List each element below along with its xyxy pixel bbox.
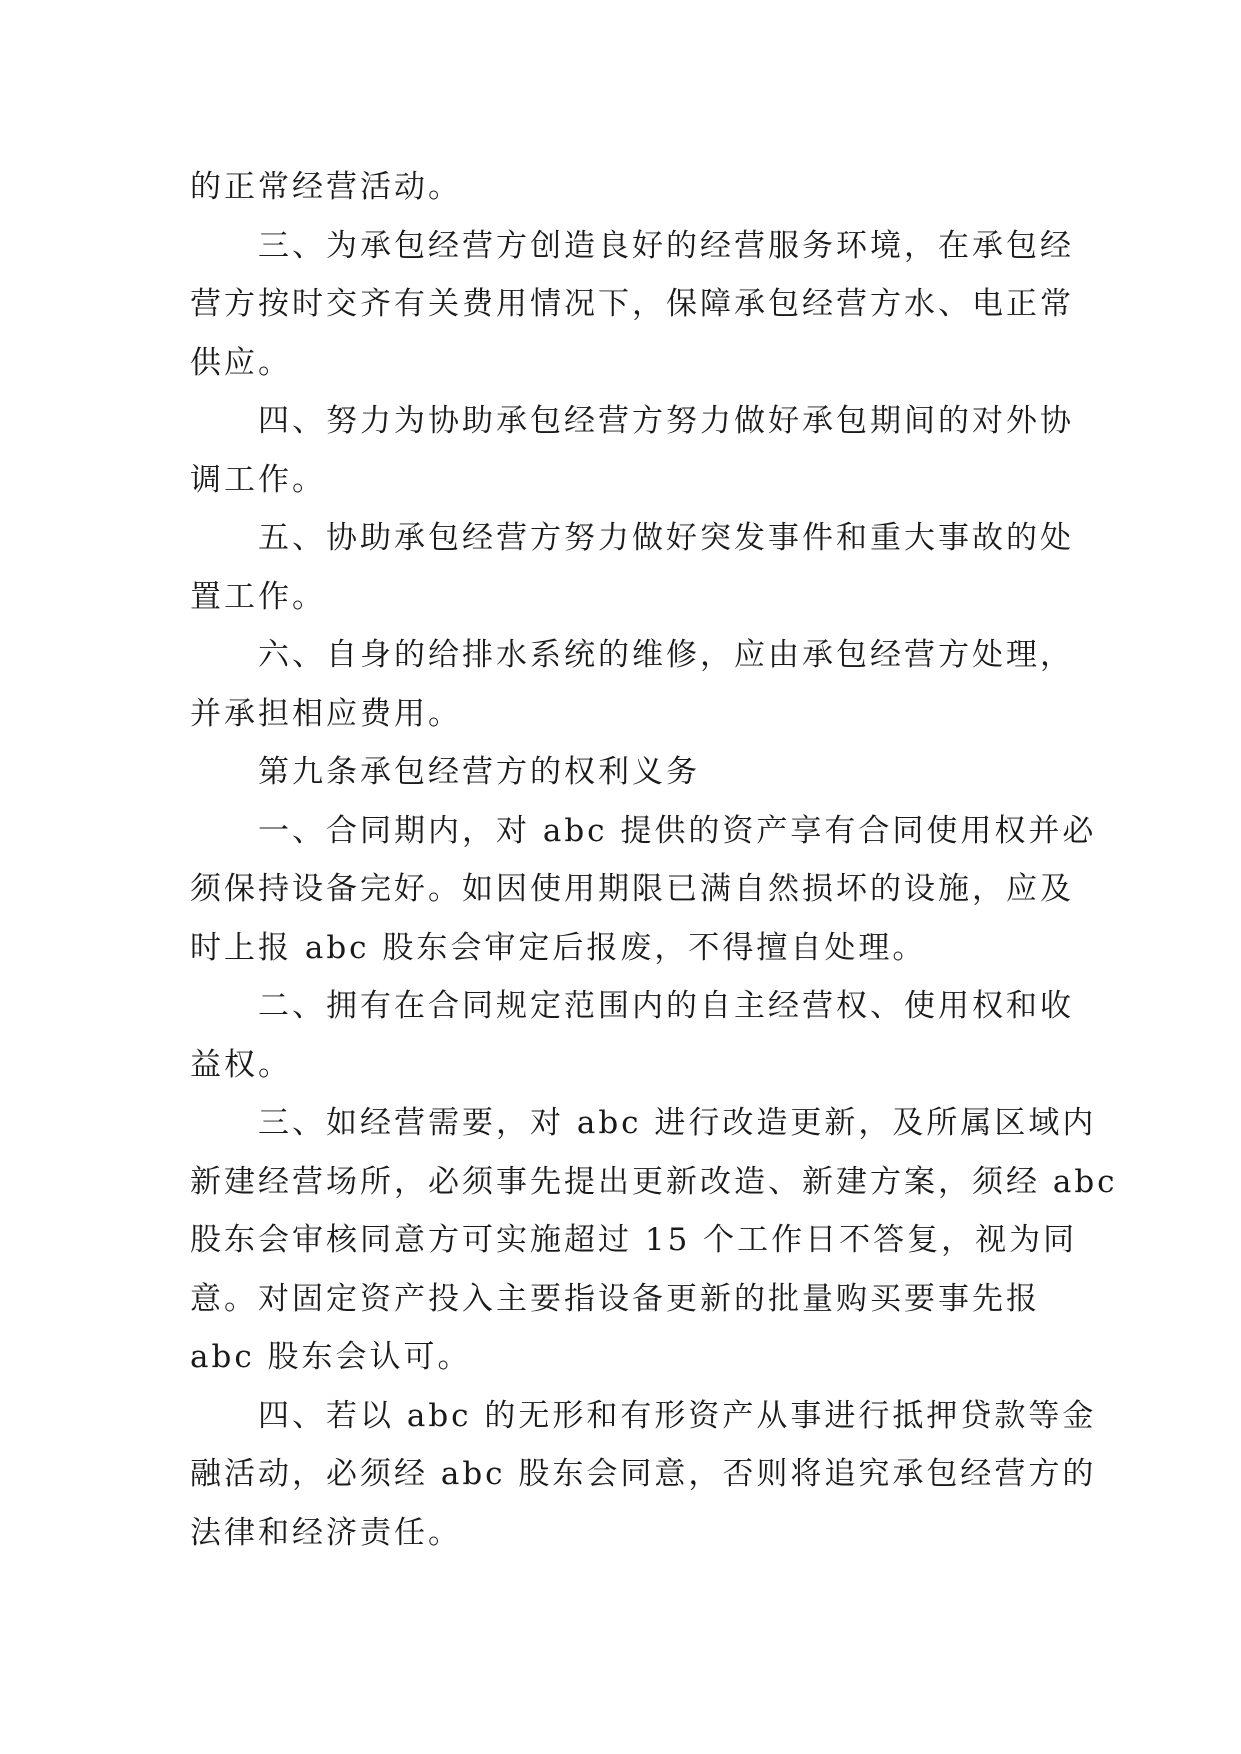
text-line: 供应。 bbox=[190, 344, 292, 381]
text-line: 三、为承包经营方创造良好的经营服务环境，在承包经 bbox=[258, 227, 1074, 264]
text-line: 一、合同期内，对 abc 提供的资产享有合同使用权并必 bbox=[258, 812, 1097, 849]
section-heading: 第九条承包经营方的权利义务 bbox=[258, 754, 700, 790]
paragraph-right-2 bbox=[190, 977, 1074, 1094]
text-line: 须保持设备完好。如因使用期限已满自然损坏的设施，应及 bbox=[190, 871, 1074, 907]
text-line: 股东会审核同意方可实施超过 15 个工作日不答复，视为同 bbox=[190, 1222, 1078, 1258]
text-line: 时上报 abc 股东会审定后报废，不得擅自处理。 bbox=[190, 929, 927, 966]
paragraph-right-4 bbox=[190, 1387, 1097, 1563]
text-line: 新建经营场所，必须事先提出更新改造、新建方案，须经 abc bbox=[190, 1163, 1118, 1200]
paragraph-right-1 bbox=[190, 802, 1097, 978]
text-line: abc 股东会认可。 bbox=[190, 1339, 472, 1375]
paragraph-right-3 bbox=[190, 1094, 1118, 1387]
text-line: 三、如经营需要，对 abc 进行改造更新，及所属区域内 bbox=[258, 1105, 1097, 1141]
text-line: 调工作。 bbox=[190, 461, 326, 498]
text-line: 的正常经营活动。 bbox=[190, 169, 462, 205]
text-line: 四、努力为协助承包经营方努力做好承包期间的对外协 bbox=[258, 403, 1074, 439]
paragraph-item-5 bbox=[190, 509, 1074, 626]
article-heading bbox=[190, 743, 1070, 802]
document-body bbox=[190, 158, 1118, 1562]
text-line: 益权。 bbox=[190, 1046, 292, 1083]
text-line: 法律和经济责任。 bbox=[190, 1514, 462, 1551]
text-line: 营方按时交齐有关费用情况下，保障承包经营方水、电正常 bbox=[190, 286, 1074, 322]
text-line: 二、拥有在合同规定范围内的自主经营权、使用权和收 bbox=[258, 988, 1074, 1024]
text-line: 意。对固定资产投入主要指设备更新的批量购买要事先报 bbox=[190, 1280, 1040, 1317]
paragraph-item-6 bbox=[190, 626, 1074, 743]
paragraph-item-4 bbox=[190, 392, 1074, 509]
text-line: 置工作。 bbox=[190, 578, 326, 615]
text-line: 融活动，必须经 abc 股东会同意，否则将追究承包经营方的 bbox=[190, 1456, 1097, 1492]
text-line: 并承担相应费用。 bbox=[190, 695, 462, 732]
paragraph-item-3 bbox=[190, 217, 1074, 393]
text-line: 六、自身的给排水系统的维修，应由承包经营方处理， bbox=[258, 637, 1074, 673]
paragraph-continuation bbox=[190, 158, 1070, 217]
text-line: 五、协助承包经营方努力做好突发事件和重大事故的处 bbox=[258, 520, 1074, 556]
text-line: 四、若以 abc 的无形和有形资产从事进行抵押贷款等金 bbox=[258, 1397, 1097, 1434]
